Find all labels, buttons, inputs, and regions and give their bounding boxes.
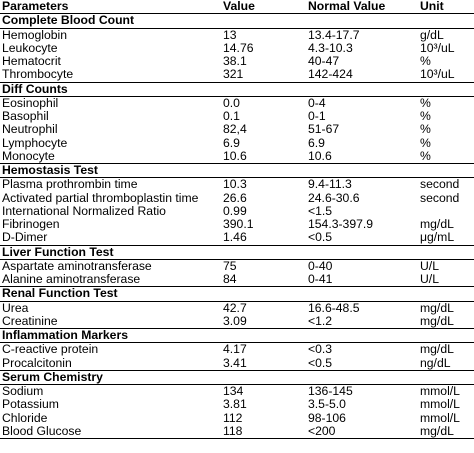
header-parameters: Parameters — [0, 0, 221, 14]
parameter-cell: Urea — [2, 301, 29, 315]
parameter-cell: Sodium — [2, 384, 44, 398]
section-header-row — [0, 370, 474, 384]
table-row — [0, 96, 474, 110]
section-title: Diff Counts — [0, 82, 474, 96]
normal-value-cell: 154.3-397.9 — [308, 218, 374, 231]
normal-value-cell: 51-67 — [308, 123, 340, 137]
parameter-cell: Activated partial thromboplastin time — [2, 191, 199, 205]
normal-value-cell: 142-424 — [308, 68, 353, 82]
unit-cell: mg/dL — [420, 342, 454, 357]
unit-cell: % — [420, 123, 431, 137]
unit-cell — [418, 205, 474, 218]
unit-cell: 10³/uL — [420, 68, 455, 82]
unit-cell: mg/dL — [420, 301, 454, 315]
value-cell: 3.09 — [223, 314, 247, 328]
section-title: Liver Function Test — [0, 245, 474, 259]
parameter-cell: Lymphocyte — [2, 136, 68, 150]
section-header-row — [0, 82, 474, 96]
normal-value-cell: 0-1 — [308, 110, 326, 123]
unit-cell: mg/dL — [420, 218, 454, 231]
parameter-cell: Fibrinogen — [2, 218, 60, 231]
parameter-cell: D-Dimer — [2, 231, 48, 245]
header-unit: Unit — [418, 0, 474, 14]
table-row — [0, 315, 474, 329]
normal-value-cell: <1.2 — [308, 314, 333, 328]
normal-value-cell: 136-145 — [308, 384, 353, 398]
normal-value-cell: 9.4-11.3 — [308, 177, 352, 192]
parameter-cell: Basophil — [2, 110, 49, 123]
parameter-cell: International Normalized Ratio — [2, 204, 166, 218]
normal-value-cell: 40-47 — [308, 55, 340, 68]
table-row — [0, 301, 474, 315]
table-row — [0, 110, 474, 123]
section-title: Hemostasis Test — [0, 164, 474, 178]
normal-value-cell: 0-4 — [308, 96, 326, 110]
value-cell: 38.1 — [223, 55, 247, 68]
section-title: Complete Blood Count — [0, 14, 474, 28]
value-cell: 75 — [223, 259, 237, 273]
value-cell: 4.17 — [223, 342, 247, 357]
value-cell: 10.3 — [223, 177, 247, 192]
normal-value-cell: <200 — [306, 425, 418, 439]
table-row — [0, 42, 474, 55]
value-cell: 134 — [223, 384, 244, 398]
unit-cell: U/L — [420, 273, 439, 286]
value-cell: 6.9 — [223, 136, 240, 150]
normal-value-cell: 4.3-10.3 — [308, 41, 353, 55]
section-header-row — [0, 245, 474, 259]
value-cell: 82,4 — [223, 123, 247, 137]
unit-cell: ng/dL — [420, 356, 451, 370]
table-row — [0, 218, 474, 231]
normal-value-cell: 0-41 — [308, 273, 333, 286]
header-row — [0, 0, 474, 14]
value-cell: 10.6 — [223, 149, 247, 163]
unit-cell: U/L — [420, 259, 439, 273]
parameter-cell: Creatinine — [2, 314, 58, 328]
table-row — [0, 137, 474, 150]
normal-value-cell: 3.5-5.0 — [308, 398, 346, 412]
unit-cell: mmol/L — [420, 384, 460, 398]
unit-cell: mmol/L — [420, 411, 460, 425]
value-cell: 0.99 — [223, 204, 247, 218]
table-row — [0, 273, 474, 287]
section-title: Inflammation Markers — [0, 329, 474, 343]
normal-value-cell: 13.4-17.7 — [308, 28, 360, 42]
table-row — [0, 150, 474, 164]
table-row — [0, 231, 474, 245]
section-title: Renal Function Test — [0, 287, 474, 301]
table-row — [0, 412, 474, 425]
normal-value-cell: 16.6-48.5 — [308, 301, 360, 315]
normal-value-cell: <0.5 — [308, 356, 333, 370]
parameter-cell: Blood Glucose — [0, 425, 221, 439]
table-row — [0, 28, 474, 42]
unit-cell: mg/dL — [420, 314, 454, 328]
normal-value-cell: 98-106 — [308, 411, 346, 425]
value-cell: 42.7 — [223, 301, 247, 315]
parameter-cell: Thrombocyte — [2, 68, 74, 82]
section-header-row — [0, 14, 474, 28]
value-cell: 1.46 — [223, 231, 247, 245]
table-row — [0, 55, 474, 68]
header-normal-value: Normal Value — [306, 0, 418, 14]
normal-value-cell: <0.3 — [308, 342, 333, 357]
value-cell: 14.76 — [223, 41, 254, 55]
value-cell: 118 — [221, 425, 306, 439]
normal-value-cell: 10.6 — [308, 149, 332, 163]
table-row — [0, 192, 474, 205]
table-row — [0, 205, 474, 218]
value-cell: 84 — [223, 273, 237, 286]
value-cell: 390.1 — [223, 218, 254, 231]
parameter-cell: C-reactive protein — [2, 342, 99, 357]
parameter-cell: Monocyte — [2, 149, 55, 163]
table-body — [0, 14, 474, 439]
unit-cell: second — [420, 177, 460, 192]
parameter-cell: Chloride — [2, 411, 48, 425]
table-row — [0, 178, 474, 192]
header-value: Value — [221, 0, 306, 14]
parameter-cell: Plasma prothrombin time — [2, 177, 138, 192]
normal-value-cell: <0.5 — [308, 231, 333, 245]
table-row — [0, 425, 474, 439]
table-row — [0, 385, 474, 399]
table-row — [0, 343, 474, 357]
value-cell: 13 — [223, 28, 237, 42]
table-row — [0, 398, 474, 411]
parameter-cell: Leukocyte — [2, 41, 58, 55]
parameter-cell: Hemoglobin — [2, 28, 68, 42]
unit-cell: g/dL — [420, 28, 444, 42]
section-title: Serum Chemistry — [0, 370, 474, 384]
value-cell: 26.6 — [223, 191, 247, 205]
normal-value-cell: 0-40 — [308, 259, 333, 273]
value-cell: 321 — [223, 68, 244, 82]
unit-cell: % — [420, 55, 431, 68]
section-header-row — [0, 164, 474, 178]
parameter-cell: Eosinophil — [2, 96, 59, 110]
parameter-cell: Hematocrit — [2, 55, 61, 68]
value-cell: 3.41 — [223, 356, 247, 370]
parameter-cell: Procalcitonin — [2, 356, 72, 370]
unit-cell: 10³/uL — [420, 41, 455, 55]
parameter-cell: Alanine aminotransferase — [2, 273, 141, 286]
unit-cell: % — [420, 110, 431, 123]
table-row — [0, 68, 474, 82]
value-cell: 0.1 — [223, 110, 240, 123]
section-header-row — [0, 287, 474, 301]
table-row — [0, 357, 474, 371]
value-cell: 112 — [223, 411, 243, 425]
unit-cell: mg/dL — [418, 425, 474, 439]
unit-cell: % — [420, 136, 431, 150]
normal-value-cell: 24.6-30.6 — [308, 191, 360, 205]
table-row — [0, 259, 474, 273]
normal-value-cell: 6.9 — [308, 136, 325, 150]
unit-cell: second — [420, 191, 460, 205]
parameter-cell: Potassium — [2, 398, 59, 412]
normal-value-cell: <1.5 — [308, 204, 333, 218]
value-cell: 0.0 — [223, 96, 240, 110]
unit-cell: mmol/L — [420, 398, 460, 412]
parameter-cell: Aspartate aminotransferase — [2, 259, 152, 273]
unit-cell: μg/mL — [420, 231, 455, 245]
unit-cell: % — [420, 96, 431, 110]
value-cell: 3.81 — [223, 398, 247, 412]
unit-cell: % — [420, 149, 431, 163]
parameter-cell: Neutrophil — [2, 123, 58, 137]
section-header-row — [0, 329, 474, 343]
table-row — [0, 123, 474, 136]
